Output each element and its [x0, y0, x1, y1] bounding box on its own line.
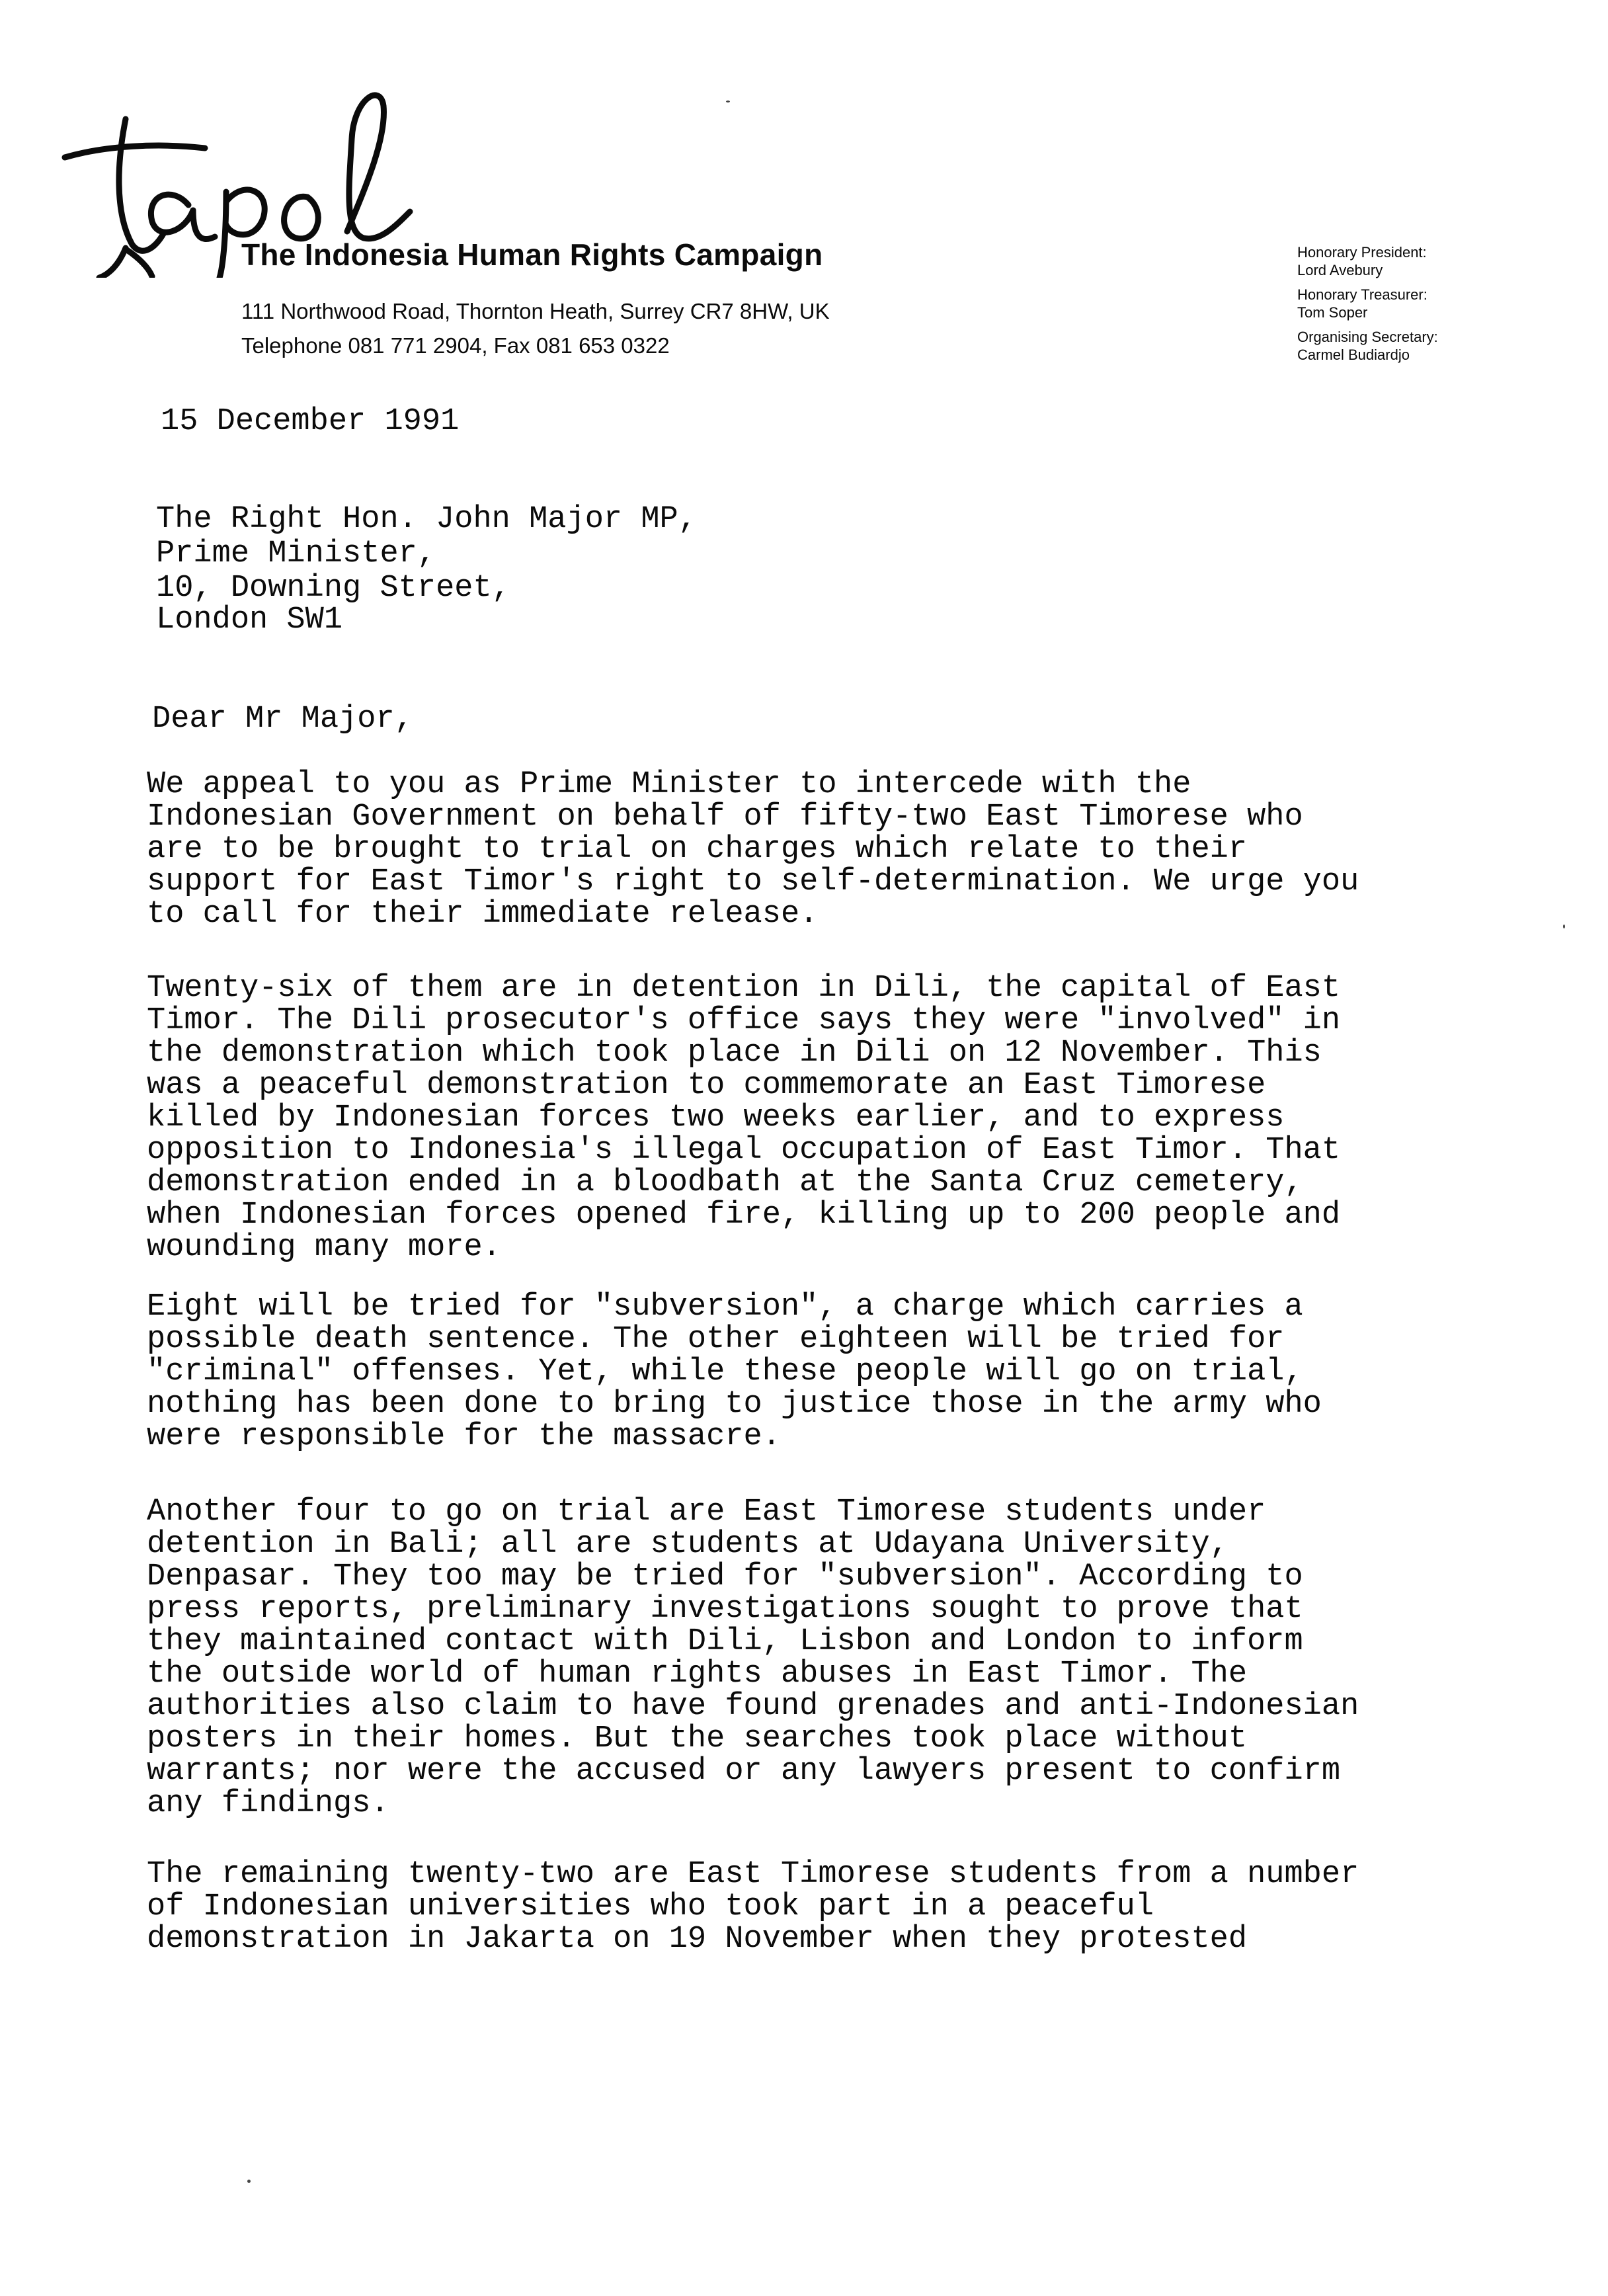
- officer-name: Lord Avebury: [1297, 262, 1383, 278]
- officer-name: Tom Soper: [1297, 304, 1368, 321]
- officer-treasurer: [1297, 286, 1438, 321]
- paragraph-line: Twenty-six of them are in detention in Dili, the capital of East: [147, 971, 1341, 1006]
- paragraph-line: of Indonesian universities who took part in a peaceful: [147, 1889, 1154, 1924]
- organization-name: The Indonesia Human Rights Campaign: [241, 237, 823, 272]
- paragraph-line: Indonesian Government on behalf of fifty-two East Timorese who: [147, 800, 1303, 835]
- scan-speck: [726, 101, 730, 102]
- paragraph-line: demonstration ended in a bloodbath at the Santa Cruz cemetery,: [147, 1165, 1303, 1200]
- recipient-line: 10, Downing Street,: [156, 571, 510, 606]
- paragraph-4: [147, 1496, 1359, 1820]
- paragraph-line: the outside world of human rights abuses in East Timor. The: [147, 1657, 1248, 1692]
- recipient-line: The Right Hon. John Major MP,: [156, 502, 697, 537]
- paragraph-line: was a peaceful demonstration to commemorate an East Timorese: [147, 1068, 1266, 1103]
- paragraph-line: The remaining twenty-two are East Timorese students from a number: [147, 1857, 1359, 1892]
- paragraph-line: detention in Bali; all are students at Udayana University,: [147, 1527, 1228, 1562]
- paragraph-3: [147, 1291, 1322, 1453]
- paragraph-line: are to be brought to trial on charges which relate to their: [147, 832, 1248, 867]
- officer-role: Honorary Treasurer:: [1297, 286, 1427, 303]
- recipient-line: Prime Minister,: [156, 536, 436, 571]
- paragraph-line: were responsible for the massacre.: [147, 1419, 781, 1454]
- paragraph-line: opposition to Indonesia's illegal occupation of East Timor. That: [147, 1133, 1341, 1168]
- paragraph-line: to call for their immediate release.: [147, 897, 819, 932]
- officer-role: Organising Secretary:: [1297, 329, 1438, 345]
- organization-address: 111 Northwood Road, Thornton Heath, Surrey CR7 8HW, UK: [241, 299, 830, 323]
- paragraph-line: posters in their homes. But the searches took place without: [147, 1721, 1248, 1756]
- officer-president: [1297, 243, 1438, 279]
- paragraph-line: "criminal" offenses. Yet, while these people will go on trial,: [147, 1354, 1303, 1389]
- letter-date: 15 December 1991: [161, 404, 460, 439]
- officer-name: Carmel Budiardjo: [1297, 347, 1410, 363]
- paragraph-line: We appeal to you as Prime Minister to intercede with the: [147, 767, 1191, 802]
- scan-speck: [247, 2180, 251, 2183]
- recipient-line: London SW1: [156, 602, 343, 637]
- paragraph-1: [147, 768, 1359, 930]
- paragraph-line: Another four to go on trial are East Timorese students under: [147, 1495, 1266, 1530]
- paragraph-5: [147, 1858, 1359, 1955]
- paragraph-line: wounding many more.: [147, 1230, 501, 1265]
- paragraph-line: the demonstration which took place in Dili on 12 November. This: [147, 1036, 1322, 1071]
- officer-secretary: [1297, 328, 1438, 364]
- salutation: Dear Mr Major,: [152, 702, 413, 737]
- paragraph-line: nothing has been done to bring to justice those in the army who: [147, 1387, 1322, 1422]
- paragraph-line: Denpasar. They too may be tried for "subversion". According to: [147, 1559, 1303, 1594]
- paragraph-line: Timor. The Dili prosecutor's office says they were "involved" in: [147, 1003, 1341, 1038]
- paragraph-line: they maintained contact with Dili, Lisbon and London to inform: [147, 1624, 1303, 1659]
- paragraph-line: when Indonesian forces opened fire, killing up to 200 people and: [147, 1198, 1341, 1233]
- officers-list: [1297, 243, 1438, 370]
- paragraph-line: killed by Indonesian forces two weeks earlier, and to express: [147, 1100, 1285, 1135]
- paragraph-line: press reports, preliminary investigations sought to prove that: [147, 1592, 1303, 1627]
- paragraph-line: any findings.: [147, 1786, 389, 1821]
- paragraph-line: demonstration in Jakarta on 19 November when they protested: [147, 1922, 1248, 1957]
- officer-role: Honorary President:: [1297, 244, 1427, 261]
- organization-phone: Telephone 081 771 2904, Fax 081 653 0322: [241, 333, 670, 358]
- paragraph-line: authorities also claim to have found grenades and anti-Indonesian: [147, 1689, 1359, 1724]
- paragraph-line: support for East Timor's right to self-determination. We urge you: [147, 864, 1359, 899]
- paragraph-line: Eight will be tried for "subversion", a charge which carries a: [147, 1290, 1303, 1325]
- scan-speck: [1563, 924, 1565, 928]
- paragraph-line: warrants; nor were the accused or any lawyers present to confirm: [147, 1754, 1341, 1789]
- paragraph-2: [147, 972, 1340, 1264]
- paragraph-line: possible death sentence. The other eighteen will be tried for: [147, 1322, 1285, 1357]
